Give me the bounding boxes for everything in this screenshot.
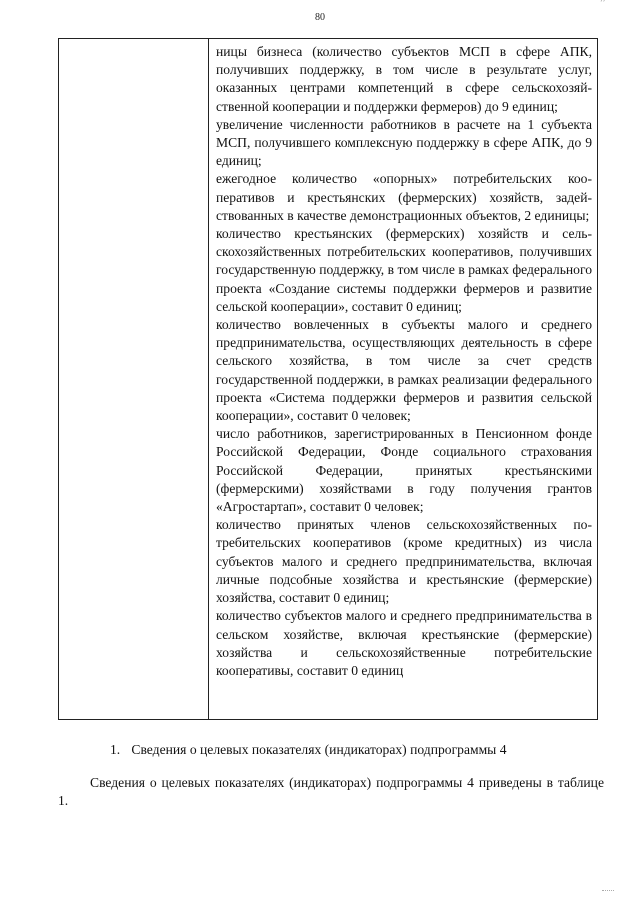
indicators-table [58, 38, 598, 720]
indicator-paragraph: увеличение численности работников в расчете на 1 субъекта МСП, получившего комплексную поддержку в сфере АПК, до 9 единиц; [216, 116, 592, 169]
section-heading [110, 741, 590, 759]
table-left-cell [59, 39, 209, 719]
page-number: 80 [315, 12, 325, 23]
indicator-paragraph: количество субъектов малого и среднего предпринимательства в сельском хозяйстве, включая крестьянские (фермерские) хозяйства и сельскохозяйственные потребительские кооперативы, составит 0 единиц [216, 608, 592, 678]
indicator-paragraph: ницы бизнеса (количество субъектов МСП в сфере АПК, получивших поддержку, в том числе в результате услуг, оказанных центрами компетенций в сфере сельскохозяйственной кооперации и поддержки фермеров) до 9 единиц; [216, 44, 592, 114]
table-right-cell [209, 39, 597, 719]
section-number: 1. [110, 742, 121, 757]
indicator-paragraph: количество вовлеченных в субъекты малого и среднего предпринимательства, осуществляющих деятельность в сфере сельского хозяйства, в том числе за счет средств государственной поддержки, в рамках реализации федерального проекта «Система поддержки фермеров и развития сельской кооперации», составит 0 человек; [216, 317, 592, 424]
scan-mark [602, 890, 614, 895]
indicator-paragraph: ежегодное количество «опорных» потребительских кооперативов и крестьянских (фермерских) хозяйств, задействованных в качестве демонстрационных объектов, 2 единицы; [216, 171, 592, 223]
indicator-paragraph: число работников, зарегистрированных в Пенсионном фонде Российской Федерации, Фонде социального страхования Российской Федерации, принятых крестьянскими (фермерскими) хозяйствами в году получения грантов «Агростартап», составит 0 человек; [216, 426, 592, 515]
section-heading-text: Сведения о целевых показателях (индикаторах) подпрограммы 4 [131, 742, 507, 757]
indicator-paragraph: количество крестьянских (фермерских) хозяйств и сельскохозяйственных потребительских кооперативов, получивших государственную поддержку, в том числе в рамках федерального проекта «Создание системы поддержки фермеров и развитие сельской кооперации», составит 0 единиц; [216, 226, 592, 314]
indicator-paragraph: количество принятых членов сельскохозяйственных потребительских кооперативов (кроме кредитных) из числа субъектов малого и среднего предпринимательства, включая личные подсобные хозяйства и крестьянские (фермерские) хозяйства, составит 0 единиц; [216, 517, 592, 606]
body-paragraph: Сведения о целевых показателях (индикаторах) подпрограммы 4 приведены в таблице 1. [58, 775, 604, 808]
corner-mark: ʼʼ [600, 0, 606, 7]
